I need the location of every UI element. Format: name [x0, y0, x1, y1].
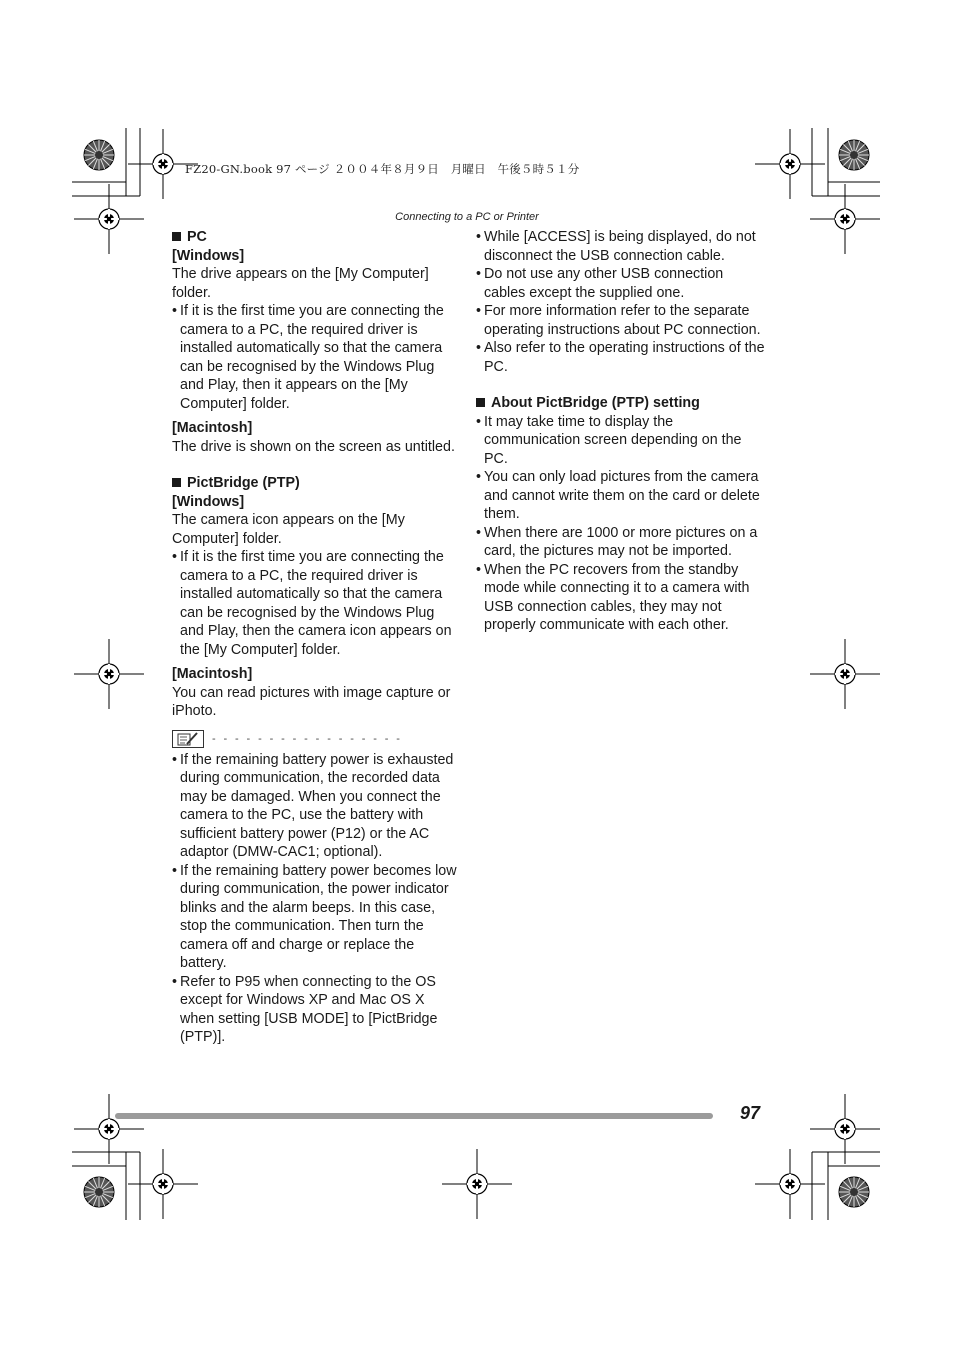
list-item: • When the PC recovers from the standby mode while connecting it to a camera with USB connection cables, they may not properly communicate with each other.: [476, 561, 766, 635]
right-column: [476, 228, 766, 635]
body-text: The drive appears on the [My Computer] folder.: [172, 266, 429, 301]
list-item: • If the remaining battery power is exhausted during communication, the recorded data may be damaged. When you connect the camera to the PC, use the battery with sufficient battery power (P12) or the AC adaptor (DMW-CAC1; optional).: [172, 751, 462, 862]
section-heading-pc: PC: [172, 228, 462, 247]
footer-bar: [115, 1113, 713, 1119]
left-column: [172, 228, 462, 1047]
list-item: • For more information refer to the separate operating instructions about PC connection.: [476, 302, 766, 339]
body-text: The drive is shown on the screen as untitled.: [172, 438, 455, 455]
square-bullet-icon: [172, 232, 181, 241]
body-text: You can read pictures with image capture or iPhoto.: [172, 684, 451, 719]
note-list: [172, 751, 462, 1047]
list-item: • While [ACCESS] is being displayed, do not disconnect the USB connection cable.: [476, 228, 766, 265]
section-heading-pictbridge: PictBridge (PTP): [172, 474, 462, 493]
print-info: FZ20-GN.book 97 ページ ２００４年８月９日 月曜日 午後５時５１分: [185, 162, 580, 176]
bullet-list: [476, 228, 766, 376]
note-pencil-icon: [172, 730, 204, 748]
note-divider: - - - - - - - - - - - - - - - - -: [212, 732, 403, 745]
note-header: [172, 727, 462, 751]
list-item: • When there are 1000 or more pictures on a card, the pictures may not be imported.: [476, 524, 766, 561]
square-bullet-icon: [476, 398, 485, 407]
list-item: • Refer to P95 when connecting to the OS except for Windows XP and Mac OS X when setting [USB MODE] to [PictBridge (PTP)].: [172, 973, 462, 1047]
list-item: • Also refer to the operating instructions of the PC.: [476, 339, 766, 376]
square-bullet-icon: [172, 478, 181, 487]
section-heading-about-pictbridge: About PictBridge (PTP) setting: [476, 394, 766, 413]
running-head: Connecting to a PC or Printer: [395, 211, 539, 223]
bullet-list: [476, 413, 766, 635]
list-item: • If the remaining battery power becomes low during communication, the power indicator blinks and the alarm beeps. In this case, stop the communication. Then turn the camera off and charge or replace the battery.: [172, 862, 462, 973]
list-item: • If it is the first time you are connecting the camera to a PC, the required driver is installed automatically so that the camera can be recognised by the Windows Plug and Play, then it appears on the [My Computer] folder.: [172, 302, 462, 413]
list-item: • It may take time to display the communication screen depending on the PC.: [476, 413, 766, 469]
list-item: • You can only load pictures from the camera and cannot write them on the card or delete them.: [476, 468, 766, 524]
subheading-windows: [Windows]: [172, 247, 245, 264]
bullet-list: [172, 548, 462, 659]
list-item: • If it is the first time you are connecting the camera to a PC, the required driver is installed automatically so that the camera can be recognised by the Windows Plug and Play, then the camera icon appears on the [My Computer] folder.: [172, 548, 462, 659]
subheading-macintosh: [Macintosh]: [172, 420, 253, 436]
body-text: The camera icon appears on the [My Computer] folder.: [172, 512, 405, 547]
bullet-list: [172, 302, 462, 413]
list-item: • Do not use any other USB connection cables except the supplied one.: [476, 265, 766, 302]
subheading-macintosh: [Macintosh]: [172, 666, 253, 682]
subheading-windows: [Windows]: [172, 493, 245, 510]
page-number: 97: [740, 1103, 761, 1123]
